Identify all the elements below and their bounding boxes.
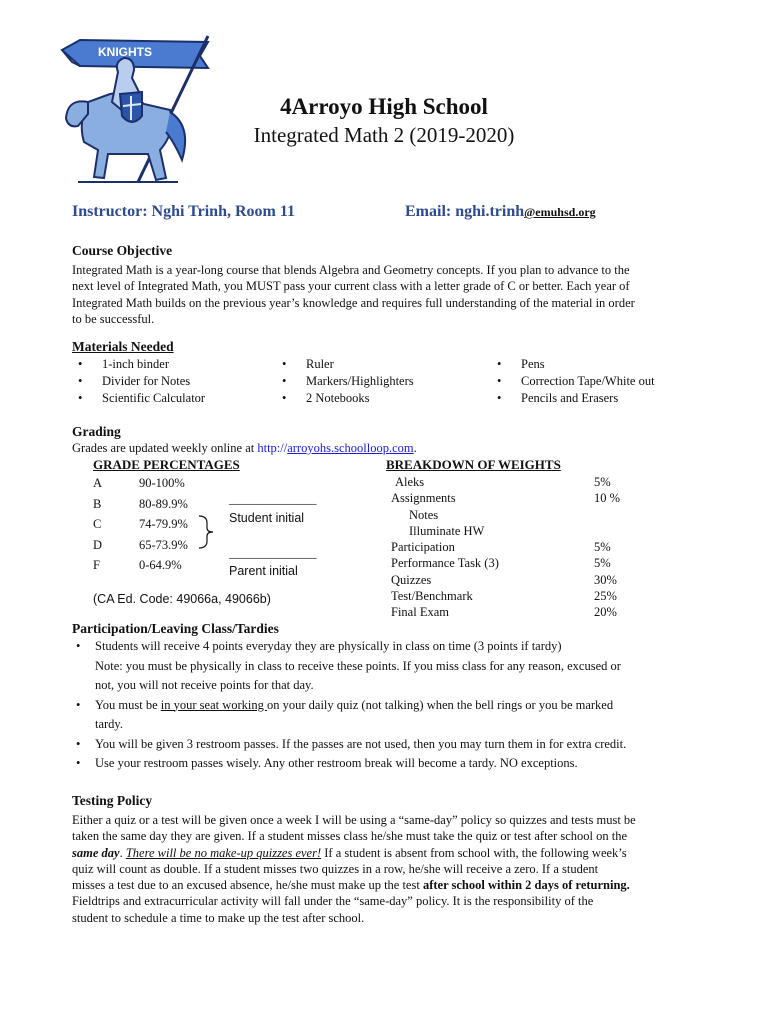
weight-row [391, 490, 651, 506]
student-initial-line: ______________ [229, 492, 317, 506]
grade-range: 65-73.9% [139, 537, 188, 552]
list-item: • Scientific Calculator [70, 390, 205, 407]
schoolloop-link-prefix[interactable]: http:// [257, 441, 288, 455]
grade-row [93, 514, 188, 535]
materials-heading: Materials Needed [72, 339, 174, 354]
testing-line: Either a quiz or a test will be given once a week I will be using a “same-day” policy so quizzes and tests must be [72, 813, 636, 827]
weight-label: Quizzes [391, 572, 432, 587]
grade-range: 74-79.9% [139, 517, 188, 531]
participation-note-2: not, you will not receive points for that day. [95, 678, 314, 692]
grade-table [93, 473, 188, 576]
weight-label: Assignments [391, 491, 456, 506]
grade-range: 0-64.9% [139, 558, 182, 572]
weight-label: Performance Task (3) [391, 556, 499, 571]
materials-col-3 [489, 356, 655, 407]
testing-bold-text: after school within 2 days of returning. [422, 878, 630, 893]
list-item: • Markers/Highlighters [274, 373, 414, 390]
weight-row [391, 507, 651, 523]
weight-label: Final Exam [391, 605, 449, 620]
logo-banner-text: KNIGHTS [98, 45, 152, 59]
grade-letter: A [93, 476, 103, 490]
weight-value: 25% [594, 589, 617, 604]
objective-text [72, 262, 712, 327]
grading-intro-end: . [413, 441, 417, 455]
weight-label: Notes [409, 507, 439, 522]
testing-bold-text: same day [72, 845, 120, 860]
item-underlined-text: in your seat working [160, 697, 267, 712]
list-item: • Pens [489, 356, 655, 373]
participation-heading: Participation/Leaving Class/Tardies [72, 621, 279, 636]
weight-value: 5% [594, 556, 611, 571]
grading-intro [72, 440, 417, 456]
parent-initial-line: ______________ [229, 546, 317, 560]
participation-list [72, 637, 702, 774]
list-item [72, 696, 702, 735]
list-item: • Ruler [274, 356, 414, 373]
grade-letter: B [93, 496, 102, 511]
grade-range: 80-89.9% [139, 496, 188, 511]
testing-line [72, 845, 722, 861]
grade-row [93, 473, 188, 494]
brace-icon [197, 514, 219, 550]
list-item: • 1-inch binder [70, 356, 205, 373]
list-item: • Correction Tape/White out [489, 373, 655, 390]
grade-letter: D [93, 537, 103, 552]
objective-heading: Course Objective [72, 243, 173, 258]
schoolloop-link[interactable]: arroyohs.schoolloop.com [287, 441, 414, 455]
item-text: You must be [95, 697, 161, 712]
weight-value: 5% [594, 540, 611, 555]
weight-row [391, 604, 651, 620]
course-title: Integrated Math 2 (2019-2020) [253, 123, 515, 147]
school-title: 4Arroyo High School [280, 94, 488, 119]
instructor-line: Instructor: Nghi Trinh, Room 11 [72, 203, 295, 220]
email-line [405, 203, 596, 221]
grade-row [93, 535, 188, 556]
list-item: • Pencils and Erasers [489, 390, 655, 407]
weight-value: 10 % [594, 491, 621, 506]
weights-heading: BREAKDOWN OF WEIGHTS [386, 457, 561, 472]
materials-col-2 [274, 356, 414, 407]
grading-intro-text: Grades are updated weekly online at [72, 441, 258, 455]
grading-heading: Grading [72, 424, 121, 439]
weights-table [391, 474, 651, 621]
weight-label: Participation [391, 540, 455, 555]
logo-banner [70, 38, 210, 68]
list-item: • Divider for Notes [70, 373, 205, 390]
participation-item-2-cont: tardy. [95, 717, 123, 731]
testing-line [72, 877, 722, 893]
testing-text-part: misses a test due to an excused absence, he/she must make up the test [72, 878, 423, 893]
objective-line: to be successful. [72, 311, 155, 326]
testing-heading: Testing Policy [72, 793, 153, 808]
grade-row [93, 494, 188, 515]
objective-line: next level of Integrated Math, you MUST pass your current class with a letter grade of C or better. Each year of [72, 279, 630, 294]
student-initial-label: Student initial [229, 511, 305, 525]
weight-value: 20% [594, 605, 617, 620]
weight-row [391, 474, 651, 490]
ed-code: (CA Ed. Code: 49066a, 49066b) [93, 592, 271, 606]
weight-row [391, 572, 651, 588]
list-item: • Use your restroom passes wisely. Any other restroom break will become a tardy. NO exceptions. [72, 754, 702, 774]
grade-range: 90-100% [139, 476, 185, 490]
objective-line: Integrated Math is a year-long course that blends Algebra and Geometry concepts. If you plan to advance to the [72, 263, 630, 277]
list-item: • You will be given 3 restroom passes. If the passes are not used, then you may turn them in for extra credit. [72, 735, 702, 755]
objective-line: Integrated Math builds on the previous year’s knowledge and requires full understanding of the material in order [72, 295, 635, 310]
parent-initial-label: Parent initial [229, 564, 298, 578]
weight-row [391, 523, 651, 539]
weight-value: 5% [594, 475, 611, 489]
testing-underlined-text: There will be no make-up quizzes ever! [125, 845, 322, 860]
list-item: • 2 Notebooks [274, 390, 414, 407]
participation-item-1: • Students will receive 4 points everyday they are physically in class on time (3 points if tardy) [95, 639, 562, 653]
testing-line: quiz will count as double. If a student misses two quizzes in a row, he/she will receive a zero. If a student [72, 861, 599, 876]
materials-col-1 [70, 356, 205, 407]
testing-text-part: If a student is absent from school with, the following week’s [321, 845, 627, 860]
testing-text-part: . [119, 845, 126, 860]
weight-label: Illuminate HW [409, 523, 485, 538]
email-label: Email: nghi.trinh [405, 203, 525, 220]
participation-note-1: Note: you must be physically in class to receive these points. If you miss class for any reason, excused or [95, 658, 621, 673]
weight-row [391, 555, 651, 571]
email-domain[interactable]: @emuhsd.org [524, 205, 596, 219]
grade-row [93, 555, 188, 576]
weight-label: Aleks [395, 475, 425, 489]
weight-row [391, 588, 651, 604]
item-text: on your daily quiz (not talking) when the bell rings or you be marked [267, 697, 614, 712]
grade-letter: C [93, 517, 102, 531]
grade-letter: F [93, 558, 100, 572]
weight-row [391, 539, 651, 555]
list-item [72, 637, 702, 696]
testing-line: taken the same day they are given. If a student misses class he/she must take the quiz or test after school on the [72, 829, 628, 844]
weight-label: Test/Benchmark [391, 589, 473, 604]
testing-text [72, 812, 722, 926]
weight-value: 30% [594, 572, 617, 587]
participation-item-2 [95, 696, 702, 716]
grade-percentages-heading: GRADE PERCENTAGES [93, 457, 240, 472]
testing-line: student to schedule a time to make up the test after school. [72, 910, 365, 925]
testing-line: Fieldtrips and extracurricular activity will fall under the “same-day” policy. It is the responsibility of the [72, 894, 594, 909]
